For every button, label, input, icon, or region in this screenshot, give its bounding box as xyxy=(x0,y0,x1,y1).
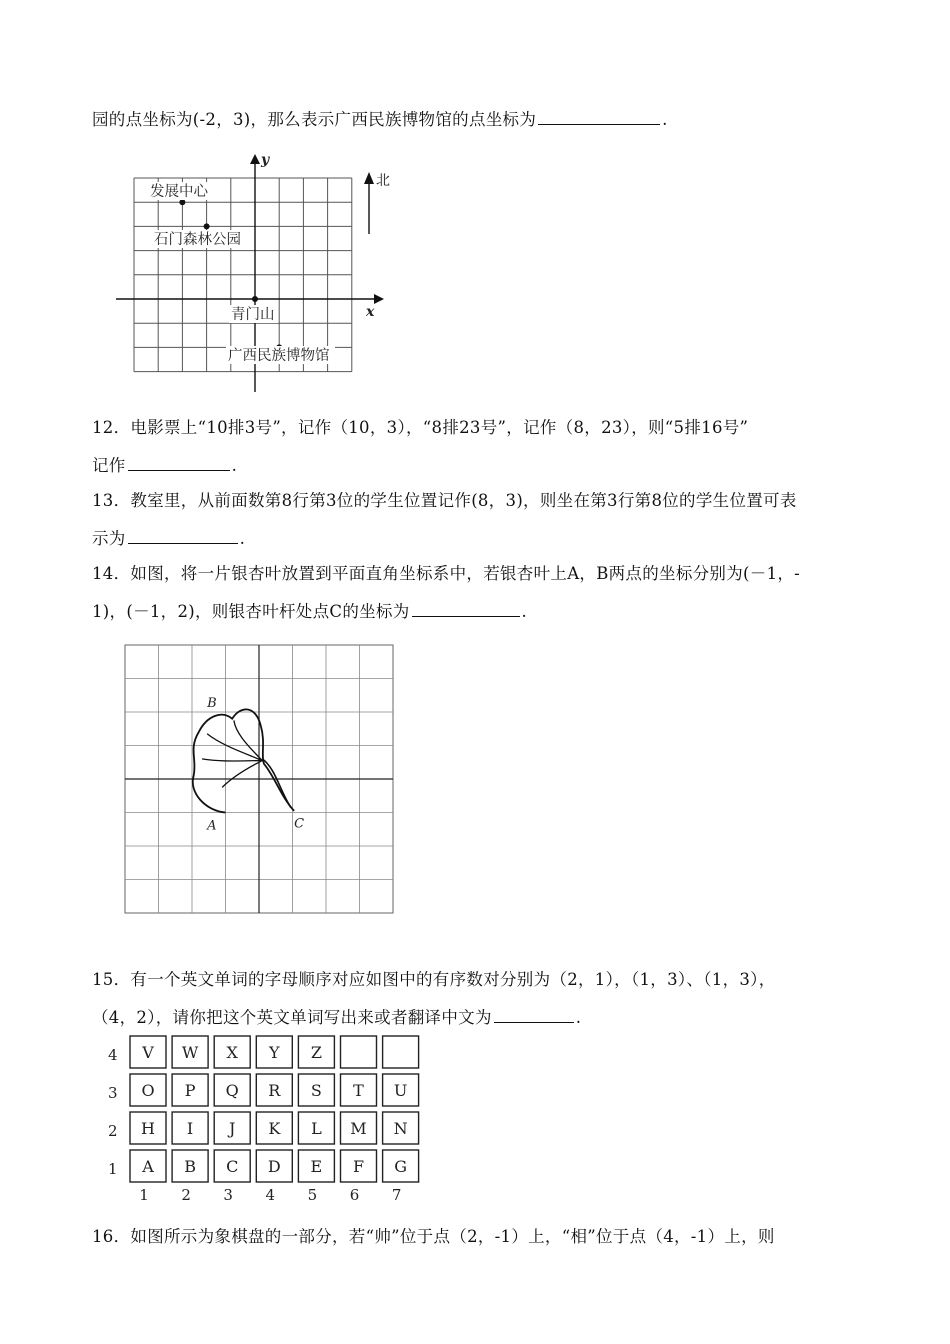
letter-grid-svg xyxy=(104,1032,434,1212)
ginkgo-vein xyxy=(202,759,262,761)
point-b-label: B xyxy=(207,695,217,711)
q14-answer-blank[interactable] xyxy=(412,615,520,617)
q13-line2: 示为 . xyxy=(92,529,246,548)
col-label: 1 xyxy=(139,1186,149,1204)
map-grid-figure xyxy=(110,148,400,402)
point-c-label: C xyxy=(294,816,305,832)
q15-line2: （4，2），请你把这个英文单词写出来或者翻译中文为 . xyxy=(92,1008,582,1027)
q12-answer-blank[interactable] xyxy=(128,469,230,471)
ginkgo-figure xyxy=(124,644,396,920)
letter-cell xyxy=(383,1036,419,1068)
letter-G: G xyxy=(394,1157,407,1176)
point-park xyxy=(204,223,210,229)
letter-L: L xyxy=(311,1119,322,1138)
point-park-label: 石门森林公园 xyxy=(154,232,241,248)
letter-S: S xyxy=(310,1081,322,1100)
letter-J: J xyxy=(228,1119,236,1138)
letter-R: R xyxy=(268,1081,281,1100)
point-center-label: 发展中心 xyxy=(150,184,208,200)
row-label: 4 xyxy=(108,1046,118,1064)
col-label: 4 xyxy=(265,1186,276,1204)
letter-D: D xyxy=(267,1157,281,1176)
letter-F: F xyxy=(352,1157,365,1176)
letter-C: C xyxy=(226,1157,239,1176)
col-label: 3 xyxy=(223,1186,233,1204)
letter-O: O xyxy=(141,1081,155,1100)
point-museum-label: 广西民族博物馆 xyxy=(228,348,330,364)
x-axis-label: x xyxy=(366,304,375,320)
y-axis-arrow-icon xyxy=(250,154,260,164)
letter-V: V xyxy=(142,1043,154,1062)
letter-Q: Q xyxy=(225,1081,239,1100)
letter-B: B xyxy=(184,1157,196,1176)
point-a-label: A xyxy=(207,818,217,834)
q13-answer-blank[interactable] xyxy=(128,542,238,544)
q13-line1: 13．教室里，从前面数第8行第3位的学生位置记作(8，3)，则坐在第3行第8位的学生位置可表 xyxy=(92,491,797,510)
q11-line: 园的点坐标为(-2，3)，那么表示广西民族博物馆的点坐标为 . xyxy=(92,110,668,129)
q16-line1: 16．如图所示为象棋盘的一部分，若“帅”位于点（2，-1）上，“相”位于点（4，-1）上，则 xyxy=(92,1227,775,1246)
col-label: 6 xyxy=(349,1186,360,1204)
letter-K: K xyxy=(268,1119,281,1138)
q14-line1: 14．如图，将一片银杏叶放置到平面直角坐标系中，若银杏叶上A，B两点的坐标分别为(－1，- xyxy=(92,564,801,583)
row-label: 1 xyxy=(108,1160,118,1178)
q12-line1: 12．电影票上“10排3号”，记作（10，3），“8排23号”，记作（8，23），则“5排16号” xyxy=(92,418,749,437)
q14-line2: 1)，(－1，2)，则银杏叶杆处点C的坐标为 . xyxy=(92,602,528,621)
ginkgo-vein xyxy=(222,761,262,788)
letter-U: U xyxy=(393,1081,408,1100)
north-arrow-icon xyxy=(364,172,374,184)
q11-answer-blank[interactable] xyxy=(538,123,660,125)
q12-line2: 记作 . xyxy=(92,456,238,475)
letter-Z: Z xyxy=(310,1043,322,1062)
letter-Y: Y xyxy=(269,1043,280,1062)
letter-E: E xyxy=(310,1157,323,1176)
col-label: 5 xyxy=(307,1186,318,1204)
letter-M: M xyxy=(350,1119,367,1138)
row-label: 2 xyxy=(108,1122,118,1140)
letter-A: A xyxy=(142,1157,154,1176)
x-axis-arrow-icon xyxy=(374,294,384,304)
point-center xyxy=(179,199,185,205)
y-axis-label: y xyxy=(261,152,270,168)
north-label: 北 xyxy=(376,173,390,189)
point-qingshan-label: 青门山 xyxy=(231,307,275,323)
letter-N: N xyxy=(393,1119,408,1138)
q15-answer-blank[interactable] xyxy=(494,1021,574,1023)
point-qingshan xyxy=(252,296,258,302)
letter-I: I xyxy=(186,1119,194,1138)
letter-cell xyxy=(341,1036,377,1068)
letter-X: X xyxy=(226,1043,238,1062)
letter-W: W xyxy=(181,1043,199,1062)
ginkgo-svg xyxy=(124,644,396,916)
q15-line1: 15．有一个英文单词的字母顺序对应如图中的有序数对分别为（2，1），（1，3）、（1，3）， xyxy=(92,970,776,989)
letter-H: H xyxy=(141,1119,155,1138)
ginkgo-vein xyxy=(207,734,262,761)
col-label: 7 xyxy=(391,1186,402,1204)
letter-grid-figure xyxy=(104,1032,434,1216)
row-label: 3 xyxy=(108,1084,118,1102)
col-label: 2 xyxy=(181,1186,191,1204)
letter-T: T xyxy=(353,1081,364,1100)
map-grid-svg xyxy=(110,148,400,398)
q11-text: 园的点坐标为(-2，3)，那么表示广西民族博物馆的点坐标为 xyxy=(92,110,537,129)
letter-P: P xyxy=(184,1081,196,1100)
